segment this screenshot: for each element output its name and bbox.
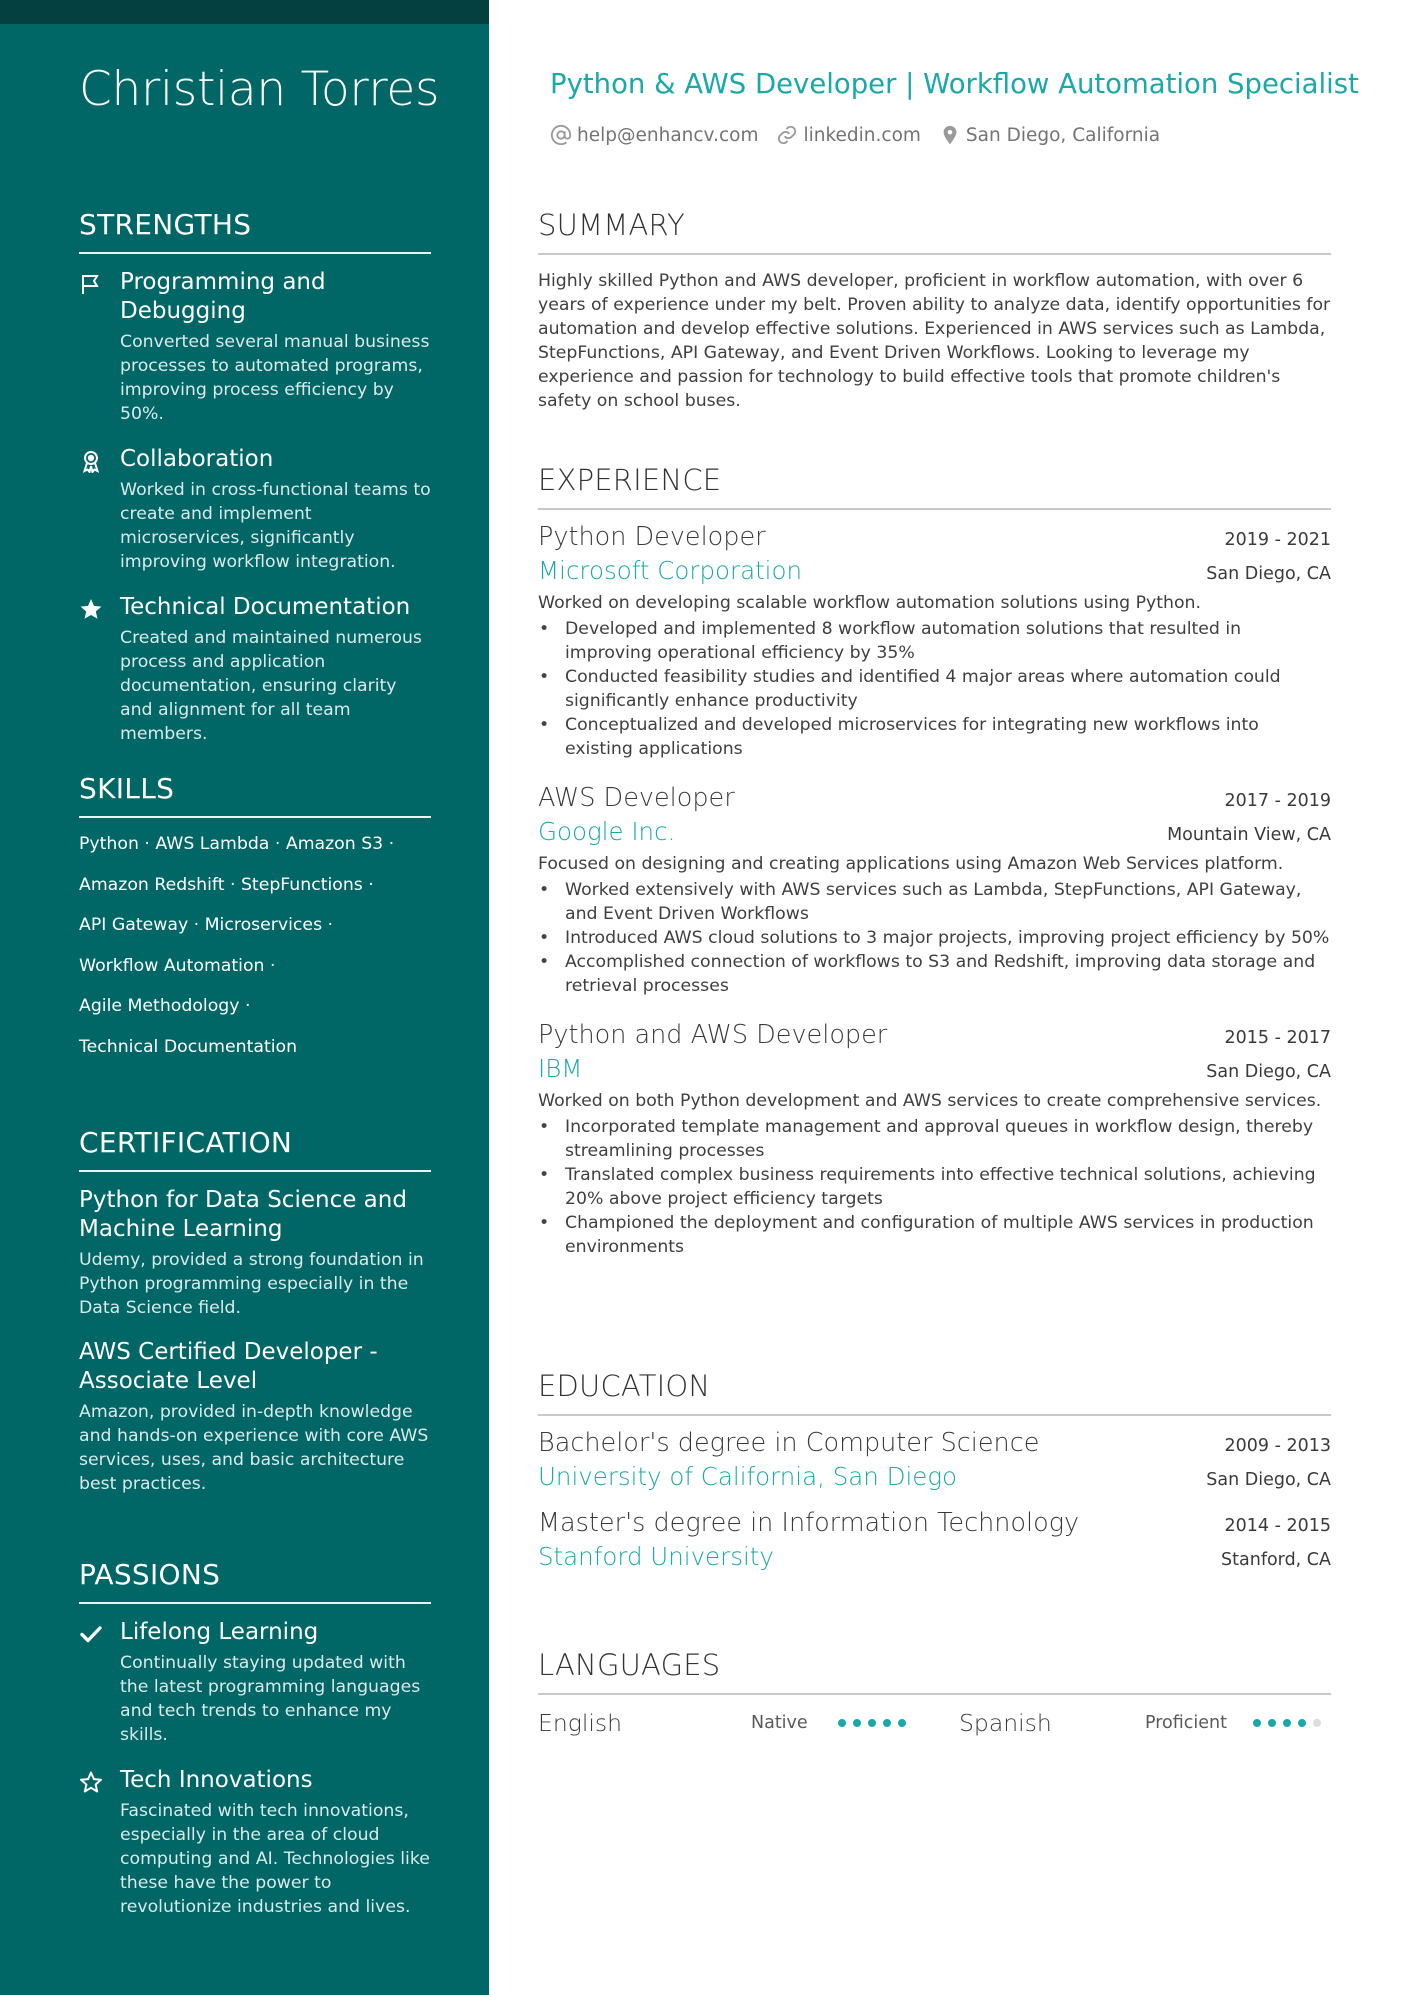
certification-section [79, 1126, 431, 1496]
languages-title: LANGUAGES [538, 1648, 1331, 1695]
skill-line: API Gateway · Microservices · [79, 915, 334, 935]
strength-desc: Worked in cross-functional teams to create and implement microservices, significantly improving workflow integration. [120, 480, 431, 572]
certification-item [79, 1338, 431, 1496]
job-bullet: • Worked extensively with AWS services such as Lambda, StepFunctions, API Gateway, and Event Driven Workflows [538, 878, 1331, 926]
skill-line: Amazon Redshift · StepFunctions · [79, 874, 374, 895]
job-bullet: • Developed and implemented 8 workflow automation solutions that resulted in improving operational efficiency by 35% [538, 617, 1331, 665]
job-title: AWS Developer [538, 783, 735, 813]
experience-title: EXPERIENCE [538, 463, 1331, 510]
skill-line: Technical Documentation [79, 1036, 298, 1057]
job-description: Worked on both Python development and AWS services to create comprehensive services. [538, 1091, 1322, 1111]
skill-line: Agile Methodology · [79, 996, 251, 1016]
job-bullets [538, 1115, 1331, 1259]
location-text: San Diego, California [965, 124, 1161, 146]
star-outline-icon [79, 1770, 103, 1794]
strengths-section [79, 208, 431, 746]
education-location: Stanford, CA [1221, 1550, 1331, 1570]
job-location: San Diego, CA [1206, 1062, 1331, 1082]
rating-dot-filled [868, 1719, 876, 1727]
job-location: Mountain View, CA [1167, 825, 1331, 845]
job-location: San Diego, CA [1206, 564, 1331, 584]
degree-title: Master's degree in Information Technology [538, 1508, 1080, 1538]
email-text[interactable]: help@enhancv.com [577, 124, 759, 146]
summary-title: SUMMARY [538, 208, 1331, 255]
job-dates: 2019 - 2021 [1224, 530, 1331, 550]
job-bullets [538, 878, 1331, 998]
language-level: Proficient [1145, 1713, 1227, 1733]
passions-title: PASSIONS [79, 1558, 431, 1604]
strength-desc: Converted several manual business processes to automated programs, improving process efficiency by 50%. [120, 332, 430, 424]
rating-dot-filled [1253, 1719, 1261, 1727]
skills-title: SKILLS [79, 772, 431, 818]
job-bullet: • Incorporated template management and approval queues in workflow design, thereby streamlining processes [538, 1115, 1331, 1163]
link-icon [776, 124, 798, 146]
strength-title: Collaboration [120, 446, 274, 472]
rating-dot-filled [898, 1719, 906, 1727]
education-location: San Diego, CA [1206, 1470, 1331, 1490]
rating-dot-filled [1268, 1719, 1276, 1727]
certification-title: CERTIFICATION [79, 1126, 431, 1172]
certification-desc: Udemy, provided a strong foundation in Python programming especially in the Data Science field. [79, 1250, 424, 1318]
passion-title: Lifelong Learning [120, 1619, 319, 1645]
strength-item [79, 445, 431, 574]
education-entry [538, 1508, 1331, 1571]
job-dates: 2017 - 2019 [1224, 791, 1331, 811]
job-bullets [538, 617, 1331, 761]
star-icon [79, 597, 103, 621]
job-entry [538, 1020, 1331, 1259]
degree-title: Bachelor's degree in Computer Science [538, 1428, 1040, 1458]
rating-dot-filled [1298, 1719, 1306, 1727]
passion-item [79, 1618, 431, 1747]
location-pin-icon [939, 124, 961, 146]
education-section [538, 1369, 1331, 1571]
certification-name: AWS Certified Developer - Associate Level [79, 1339, 378, 1394]
contact-location [939, 124, 1160, 146]
job-bullet: • Championed the deployment and configuration of multiple AWS services in production environments [538, 1211, 1331, 1259]
job-bullet: • Conducted feasibility studies and identified 4 major areas where automation could significantly enhance productivity [538, 665, 1331, 713]
job-bullet: • Accomplished connection of workflows to S3 and Redshift, improving data storage and retrieval processes [538, 950, 1331, 998]
language-item [538, 1709, 924, 1737]
summary-text: Highly skilled Python and AWS developer, proficient in workflow automation, with over 6 years of experience under my belt. Proven ability to analyze data, identify opportunities for automation and develop effective solutions. Experienced in AWS services such as Lambda, StepFunctions, API Gateway, and Event Driven Workflows. Looking to leverage my experience and passion for technology to build effective tools that promote children's safety on school buses. [538, 271, 1331, 411]
job-entry [538, 522, 1331, 761]
linkedin-text[interactable]: linkedin.com [803, 124, 921, 146]
strengths-title: STRENGTHS [79, 208, 431, 254]
school-name: Stanford University [538, 1542, 774, 1571]
passion-title: Tech Innovations [120, 1767, 313, 1793]
language-level: Native [751, 1713, 808, 1733]
passions-section [79, 1558, 431, 1919]
job-bullet: • Conceptualized and developed microservices for integrating new workflows into existing applications [538, 713, 1331, 761]
language-name: Spanish [959, 1709, 1052, 1737]
job-entry [538, 783, 1331, 998]
headline: Python & AWS Developer | Workflow Automation Specialist [550, 68, 1359, 100]
job-description: Focused on designing and creating applications using Amazon Web Services platform. [538, 854, 1284, 874]
strength-item [79, 593, 431, 746]
strength-item [79, 268, 431, 426]
at-icon [550, 124, 572, 146]
languages-section [538, 1648, 1331, 1737]
rating-dot-filled [1283, 1719, 1291, 1727]
experience-section [538, 463, 1331, 1259]
certification-desc: Amazon, provided in-depth knowledge and hands-on experience with core AWS services, uses, and basic architecture best practices. [79, 1402, 429, 1494]
passion-item [79, 1766, 431, 1919]
contact-bar [550, 121, 1178, 149]
job-title: Python Developer [538, 522, 766, 552]
rating-dot-filled [883, 1719, 891, 1727]
skill-line: Python · AWS Lambda · Amazon S3 · [79, 834, 395, 854]
skill-line: Workflow Automation · [79, 955, 276, 976]
summary-section [538, 208, 1331, 413]
strength-title: Programming and Debugging [120, 269, 326, 324]
job-company: Microsoft Corporation [538, 556, 803, 585]
award-icon [79, 449, 103, 473]
contact-email[interactable] [550, 124, 758, 146]
job-title: Python and AWS Developer [538, 1020, 888, 1050]
certification-item [79, 1186, 431, 1320]
job-bullet: • Introduced AWS cloud solutions to 3 major projects, improving project efficiency by 50% [538, 926, 1331, 950]
education-entry [538, 1428, 1331, 1491]
job-dates: 2015 - 2017 [1224, 1028, 1331, 1048]
school-name: University of California, San Diego [538, 1462, 958, 1491]
rating-dot-filled [838, 1719, 846, 1727]
education-dates: 2014 - 2015 [1224, 1516, 1331, 1536]
sidebar-top-bar [0, 0, 489, 24]
strength-desc: Created and maintained numerous process and application documentation, ensuring clarity and alignment for all team members. [120, 628, 422, 744]
language-rating [1246, 1719, 1321, 1727]
language-item [959, 1709, 1321, 1737]
languages-row [538, 1709, 1331, 1737]
candidate-name: Christian Torres [79, 62, 440, 117]
check-icon [79, 1622, 103, 1646]
education-dates: 2009 - 2013 [1224, 1436, 1331, 1456]
skills-section [79, 772, 431, 1075]
rating-dot-empty [1313, 1719, 1321, 1727]
language-name: English [538, 1709, 623, 1737]
job-bullet: • Translated complex business requirements into effective technical solutions, achieving 20% above project efficiency targets [538, 1163, 1331, 1211]
strength-title: Technical Documentation [120, 594, 411, 620]
sidebar [0, 0, 489, 1995]
passion-desc: Fascinated with tech innovations, especially in the area of cloud computing and AI. Technologies like these have the power to revolutionize industries and lives. [120, 1801, 430, 1917]
job-company: IBM [538, 1054, 583, 1083]
education-title: EDUCATION [538, 1369, 1331, 1416]
certification-name: Python for Data Science and Machine Learning [79, 1187, 407, 1242]
job-company: Google Inc. [538, 817, 676, 846]
skills-list [79, 832, 431, 1075]
job-description: Worked on developing scalable workflow automation solutions using Python. [538, 593, 1201, 613]
contact-linkedin[interactable] [776, 124, 920, 146]
rating-dot-filled [853, 1719, 861, 1727]
language-rating [831, 1719, 906, 1727]
flag-icon [79, 272, 103, 296]
passion-desc: Continually staying updated with the latest programming languages and tech trends to enhance my skills. [120, 1653, 421, 1745]
